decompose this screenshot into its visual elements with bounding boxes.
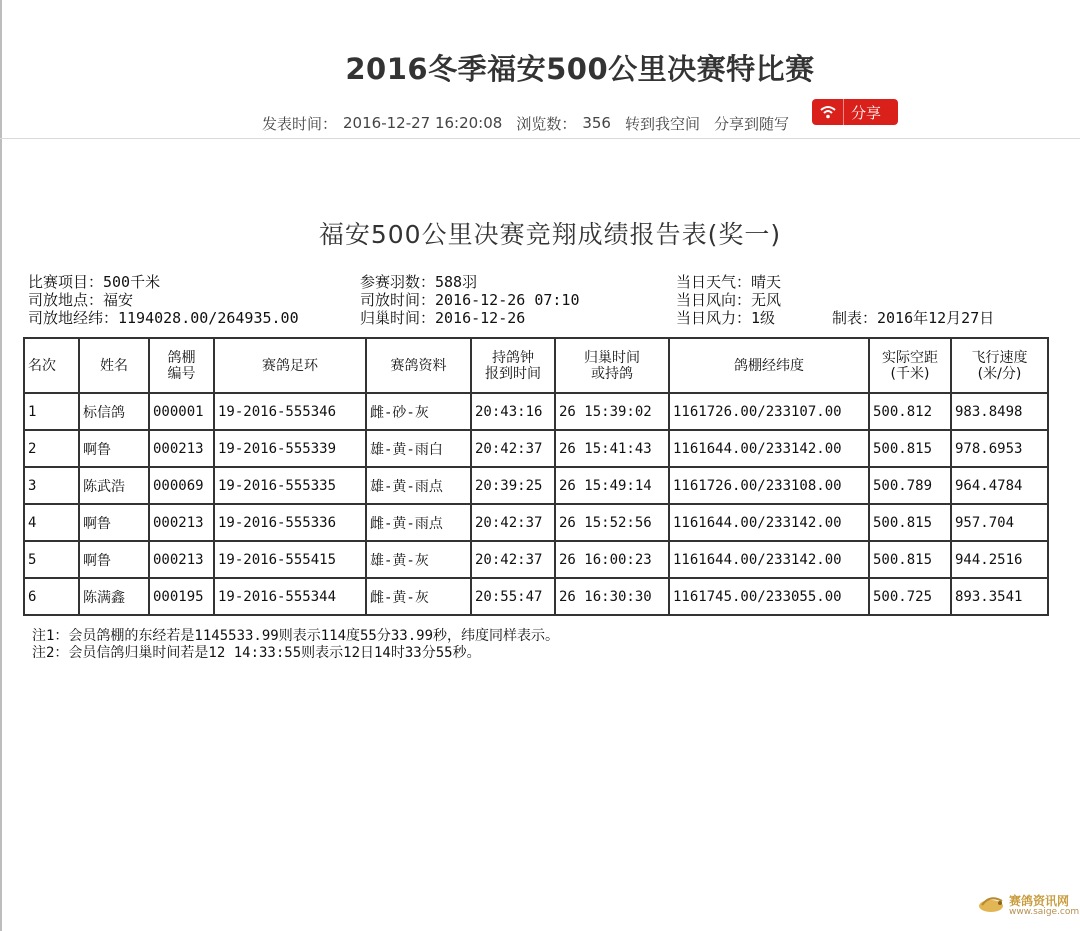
table-cell: 4 (24, 504, 79, 541)
table-cell: 20:43:16 (471, 393, 555, 430)
info-weather: 当日天气：晴天 (676, 273, 782, 291)
pigeon-logo-icon (976, 893, 1006, 919)
table-row (24, 578, 1048, 615)
table-cell: 19-2016-555339 (214, 430, 366, 467)
column-header: 赛鸽足环 (214, 338, 366, 393)
table-cell: 陈满鑫 (79, 578, 149, 615)
info-wind-force: 当日风力：1级 (676, 309, 776, 327)
table-cell: 500.789 (869, 467, 951, 504)
table-cell: 雌-砂-灰 (366, 393, 471, 430)
table-cell: 20:55:47 (471, 578, 555, 615)
watermark (976, 893, 1079, 919)
table-row (24, 541, 1048, 578)
table-cell: 983.8498 (951, 393, 1048, 430)
column-header: 实际空距 (千米) (869, 338, 951, 393)
table-cell: 957.704 (951, 504, 1048, 541)
table-cell: 啊鲁 (79, 541, 149, 578)
table-cell: 26 15:39:02 (555, 393, 669, 430)
column-header: 赛鸽资料 (366, 338, 471, 393)
table-header-row (24, 338, 1048, 393)
table-cell: 26 15:41:43 (555, 430, 669, 467)
table-cell: 893.3541 (951, 578, 1048, 615)
table-cell: 26 15:49:14 (555, 467, 669, 504)
goto-space-link[interactable]: 转到我空间 (624, 114, 700, 133)
table-cell: 6 (24, 578, 79, 615)
report-title: 福安500公里决赛竞翔成绩报告表(奖一) (318, 220, 782, 249)
table-cell: 雌-黄-雨点 (366, 504, 471, 541)
info-location: 司放地点：福安 (28, 291, 134, 309)
note-2: 注2：会员信鸽归巢时间若是12 14:33:55则表示12日14时33分55秒。 (32, 645, 481, 661)
info-release-time: 司放时间：2016-12-26 07:10 (360, 291, 580, 309)
header-divider (0, 138, 1080, 139)
article-meta (262, 110, 795, 136)
info-coords: 司放地经纬：1194028.00/264935.00 (28, 309, 299, 327)
column-header: 飞行速度 (米/分) (951, 338, 1048, 393)
column-header: 鸽棚经纬度 (669, 338, 869, 393)
table-cell: 啊鲁 (79, 504, 149, 541)
view-count: 356 (582, 114, 611, 132)
table-cell: 雄-黄-雨点 (366, 467, 471, 504)
table-cell: 19-2016-555346 (214, 393, 366, 430)
table-cell: 19-2016-555415 (214, 541, 366, 578)
table-cell: 陈武浩 (79, 467, 149, 504)
table-cell: 500.725 (869, 578, 951, 615)
info-made-date: 制表：2016年12月27日 (832, 309, 995, 327)
table-cell: 1161726.00/233107.00 (669, 393, 869, 430)
table-cell: 19-2016-555335 (214, 467, 366, 504)
table-cell: 944.2516 (951, 541, 1048, 578)
table-cell: 1161644.00/233142.00 (669, 504, 869, 541)
table-cell: 雌-黄-灰 (366, 578, 471, 615)
views-label: 浏览数： (516, 114, 577, 133)
table-cell: 000001 (149, 393, 214, 430)
table-cell: 000213 (149, 430, 214, 467)
watermark-name: 赛鸽资讯网 (1009, 894, 1070, 908)
table-cell: 978.6953 (951, 430, 1048, 467)
column-header: 鸽棚 编号 (149, 338, 214, 393)
table-cell: 雄-黄-灰 (366, 541, 471, 578)
table-cell: 26 15:52:56 (555, 504, 669, 541)
table-cell: 000213 (149, 541, 214, 578)
column-header: 姓名 (79, 338, 149, 393)
table-cell: 1161726.00/233108.00 (669, 467, 869, 504)
table-cell: 964.4784 (951, 467, 1048, 504)
table-cell: 1161644.00/233142.00 (669, 430, 869, 467)
info-wind-direction: 当日风向：无风 (676, 291, 782, 309)
share-button-label: 分享 (851, 103, 882, 122)
column-header: 归巢时间 或持鸽 (555, 338, 669, 393)
table-row (24, 430, 1048, 467)
watermark-url: www.saige.com (1009, 907, 1080, 917)
publish-time: 2016-12-27 16:20:08 (343, 114, 503, 132)
table-cell: 1 (24, 393, 79, 430)
table-cell: 500.815 (869, 430, 951, 467)
table-cell: 3 (24, 467, 79, 504)
share-button[interactable] (812, 99, 898, 125)
table-cell: 20:42:37 (471, 430, 555, 467)
table-cell: 000213 (149, 504, 214, 541)
table-cell: 19-2016-555336 (214, 504, 366, 541)
table-cell: 500.812 (869, 393, 951, 430)
table-cell: 000195 (149, 578, 214, 615)
table-cell: 26 16:30:30 (555, 578, 669, 615)
table-cell: 啊鲁 (79, 430, 149, 467)
info-project: 比赛项目：500千米 (28, 273, 161, 291)
table-cell: 000069 (149, 467, 214, 504)
info-return-time: 归巢时间：2016-12-26 (360, 309, 526, 327)
table-cell: 标信鸽 (79, 393, 149, 430)
article-title: 2016冬季福安500公里决赛特比赛 (345, 52, 815, 86)
table-row (24, 393, 1048, 430)
left-border (0, 0, 2, 931)
table-row (24, 467, 1048, 504)
column-header: 持鸽钟 报到时间 (471, 338, 555, 393)
table-cell: 19-2016-555344 (214, 578, 366, 615)
share-to-link[interactable]: 分享到随写 (714, 114, 790, 133)
table-cell: 雄-黄-雨白 (366, 430, 471, 467)
publish-label: 发表时间： (262, 114, 338, 133)
table-cell: 500.815 (869, 504, 951, 541)
table-cell: 26 16:00:23 (555, 541, 669, 578)
results-table (23, 337, 1049, 616)
info-entries: 参赛羽数：588羽 (360, 273, 478, 291)
table-cell: 20:42:37 (471, 504, 555, 541)
table-row (24, 504, 1048, 541)
table-cell: 1161745.00/233055.00 (669, 578, 869, 615)
table-cell: 5 (24, 541, 79, 578)
share-signal-icon (812, 99, 844, 125)
table-cell: 20:42:37 (471, 541, 555, 578)
table-cell: 500.815 (869, 541, 951, 578)
table-cell: 1161644.00/233142.00 (669, 541, 869, 578)
table-cell: 20:39:25 (471, 467, 555, 504)
column-header: 名次 (24, 338, 79, 393)
note-1: 注1：会员鸽棚的东经若是1145533.99则表示114度55分33.99秒，纬度同样表示。 (32, 628, 560, 644)
table-cell: 2 (24, 430, 79, 467)
